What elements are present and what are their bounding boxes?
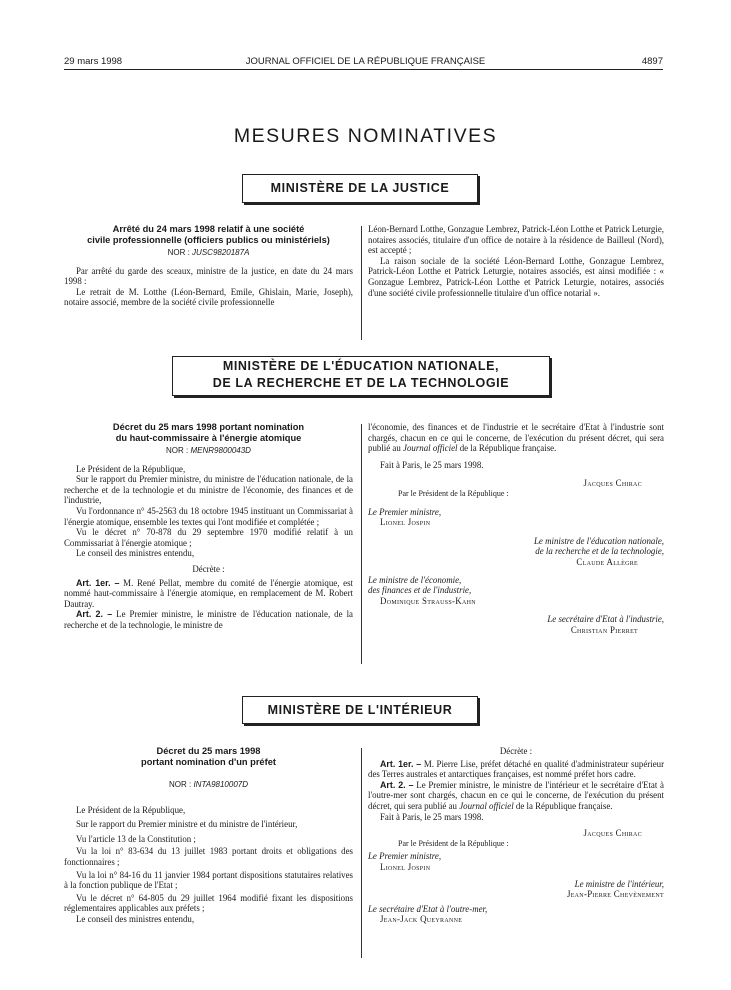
header-date: 29 mars 1998 bbox=[64, 56, 123, 67]
education-execution-clause bbox=[368, 422, 664, 454]
article-label: Art. 2. – bbox=[76, 609, 113, 620]
page-title: MESURES NOMINATIVES bbox=[233, 125, 498, 147]
interieur-pm-title: Le Premier ministre, bbox=[368, 851, 442, 862]
interieur-par-le-president: Par le Président de la République : bbox=[398, 838, 509, 848]
article-label: Art. 1er. – bbox=[380, 758, 422, 769]
interieur-line-7: Le conseil des ministres entendu, bbox=[76, 913, 195, 924]
education-minister-1-title-2: de la recherche et de la technologie, bbox=[535, 546, 664, 557]
justice-nor bbox=[64, 248, 353, 259]
journal-officiel-ref: Journal officiel bbox=[403, 443, 458, 454]
education-minister-3-title: Le secrétaire d'Etat à l'industrie, bbox=[547, 614, 664, 625]
interieur-line-1: Le Président de la République, bbox=[76, 804, 186, 815]
education-line-4: Vu le décret n° 70-878 du 29 septembre 1970 modifié relatif à un Commissariat à l'énergie atomique ; bbox=[64, 527, 353, 548]
interieur-article-1 bbox=[368, 759, 664, 780]
justice-heading-1: Arrêté du 24 mars 1998 relatif à une société bbox=[112, 224, 305, 234]
header-journal-title: JOURNAL OFFICIEL DE LA RÉPUBLIQUE FRANÇAISE bbox=[245, 56, 486, 67]
education-minister-2-name: Dominique Strauss-Kahn bbox=[380, 595, 476, 606]
section-title-education-2: DE LA RECHERCHE ET DE LA TECHNOLOGIE bbox=[212, 376, 510, 390]
article-text: Le Premier ministre, le ministre de l'intérieur et le secrétaire d'Etat à l'outre-mer sont chargés, chacun en ce qui le concerne, de l'exécution du présent décret, qui sera publié au bbox=[368, 779, 664, 811]
justice-left-column bbox=[64, 224, 353, 308]
education-line-1: Le Président de la République, bbox=[76, 463, 186, 474]
clause-end: de la République française. bbox=[459, 443, 557, 454]
education-minister-2-title-2: des finances et de l'industrie, bbox=[368, 585, 472, 596]
interieur-line-5: Vu la loi n° 84-16 du 11 janvier 1984 portant dispositions statutaires relatives à la fonction publique de l'Etat ; bbox=[64, 869, 353, 891]
education-nor bbox=[64, 446, 353, 457]
interieur-minister-2-name: Jean-Jack Queyranne bbox=[380, 914, 463, 925]
interieur-heading-2: portant nomination d'un préfet bbox=[141, 757, 276, 767]
justice-heading-2: civile professionnelle (officiers publics ou ministériels) bbox=[87, 235, 330, 245]
article-label: Art. 2. – bbox=[380, 779, 414, 790]
education-right-column bbox=[368, 422, 664, 636]
education-minister-3-name: Christian Pierret bbox=[570, 624, 638, 635]
header-page-number: 4897 bbox=[641, 56, 663, 67]
section-title-education-1: MINISTÈRE DE L'ÉDUCATION NATIONALE, bbox=[222, 359, 500, 373]
section-title-justice: MINISTÈRE DE LA JUSTICE bbox=[270, 181, 450, 195]
section-title-interieur: MINISTÈRE DE L'INTÉRIEUR bbox=[267, 703, 453, 717]
interieur-line-2: Sur le rapport du Premier ministre et du ministre de l'intérieur, bbox=[76, 819, 298, 830]
justice-right-column bbox=[368, 224, 664, 298]
interieur-minister-1-name: Jean-Pierre Chevènement bbox=[566, 889, 664, 900]
education-line-2: Sur le rapport du Premier ministre, du ministre de l'éducation nationale, de la recherche et de la technologie et du ministre de l'économie, des finances et de l'industrie, bbox=[64, 474, 353, 506]
education-article-2 bbox=[64, 609, 353, 630]
column-divider bbox=[361, 226, 362, 340]
education-heading-1: Décret du 25 mars 1998 portant nomination bbox=[112, 422, 305, 432]
interieur-minister-1-title: Le ministre de l'intérieur, bbox=[574, 878, 664, 889]
education-left-column bbox=[64, 422, 353, 631]
interieur-nor bbox=[64, 780, 353, 791]
education-line-3: Vu l'ordonnance n° 45-2563 du 18 octobre 1945 instituant un Commissariat à l'énergie atomique, ensemble les textes qui l'ont modifiée et complétée ; bbox=[64, 505, 353, 527]
header-rule bbox=[64, 69, 663, 70]
education-fait: Fait à Paris, le 25 mars 1998. bbox=[380, 459, 484, 470]
column-divider bbox=[361, 424, 362, 664]
interieur-article-2 bbox=[368, 780, 664, 812]
interieur-line-4: Vu la loi n° 83-634 du 13 juillet 1983 portant droits et obligations des fonctionnaires ; bbox=[64, 846, 353, 867]
education-signature-president: Jacques Chirac bbox=[583, 478, 642, 489]
nor-code: INTA9810007D bbox=[193, 780, 249, 789]
education-line-5: Le conseil des ministres entendu, bbox=[76, 548, 195, 559]
interieur-heading-1: Décret du 25 mars 1998 bbox=[156, 746, 261, 756]
education-pm-title: Le Premier ministre, bbox=[368, 506, 442, 517]
education-minister-1-name: Claude Allègre bbox=[576, 556, 638, 567]
interieur-line-6: Vu le décret n° 64-805 du 29 juillet 1964 modifié fixant les dispositions réglementaires applicables aux préfets ; bbox=[64, 892, 353, 914]
interieur-fait: Fait à Paris, le 25 mars 1998. bbox=[380, 811, 484, 822]
nor-label: NOR : bbox=[167, 248, 190, 257]
clause-text: l'économie, des finances et de l'industrie et le secrétaire d'Etat à l'industrie sont chargés, chacun en ce qui le concerne, de l'exécution du présent décret, qui sera publié au bbox=[368, 422, 664, 454]
interieur-line-3: Vu l'article 13 de la Constitution ; bbox=[76, 833, 196, 844]
nor-label: NOR : bbox=[168, 780, 192, 789]
justice-para-1: Par arrêté du garde des sceaux, ministre de la justice, en date du 24 mars 1998 : bbox=[64, 265, 353, 287]
education-par-le-president: Par le Président de la République : bbox=[398, 488, 509, 498]
article-label: Art. 1er. – bbox=[76, 577, 120, 588]
nor-label: NOR : bbox=[166, 446, 189, 455]
education-minister-2-title-1: Le ministre de l'économie, bbox=[368, 574, 462, 585]
education-pm-name: Lionel Jospin bbox=[380, 517, 431, 528]
interieur-minister-2-title: Le secrétaire d'Etat à l'outre-mer, bbox=[368, 903, 488, 914]
education-minister-1-title-1: Le ministre de l'éducation nationale, bbox=[534, 535, 664, 546]
interieur-left-column bbox=[64, 746, 353, 925]
article-text: M. Pierre Lise, préfet détaché en qualité d'administrateur supérieur des Terres australes et antarctiques françaises, est nommé préfet hors cadre. bbox=[368, 758, 665, 780]
section-box-interieur bbox=[242, 696, 478, 724]
article-text: Le Premier ministre, le ministre de l'éducation nationale, de la recherche et de la technologie, le ministre de bbox=[64, 609, 353, 630]
education-heading-2: du haut-commissaire à l'énergie atomique bbox=[115, 433, 302, 443]
education-decrete: Décrète : bbox=[192, 563, 225, 574]
interieur-right-column bbox=[368, 746, 664, 925]
education-article-1 bbox=[64, 578, 353, 610]
column-divider bbox=[361, 748, 362, 958]
clause-end: de la République française. bbox=[515, 800, 613, 811]
interieur-pm-name: Lionel Jospin bbox=[380, 861, 431, 872]
nor-code: JUSC9820187A bbox=[192, 248, 250, 257]
justice-para-3: Léon-Bernard Lotthe, Gonzague Lembrez, Patrick-Léon Lotthe et Patrick Leturgie, notaires associés, titulaire d'un office de notaire à la résidence de Bailleul (Nord), est accepté ; bbox=[368, 224, 664, 256]
justice-para-2: Le retrait de M. Lotthe (Léon-Bernard, Emile, Ghislain, Marie, Joseph), notaire associé, membre de la société civile professionnelle bbox=[64, 286, 353, 308]
journal-officiel-ref: Journal officiel bbox=[459, 800, 514, 811]
interieur-signature-president: Jacques Chirac bbox=[583, 828, 642, 839]
justice-para-4: La raison sociale de la société Léon-Bernard Lotthe, Gonzague Lembrez, Patrick-Léon Lotthe et Patrick Leturgie, notaires associés, est ainsi modifiée : « Gonzague Lembrez, Patrick-Léon Lotthe et Patrick Leturgie, notaires, associés d'une société civile professionnelle titulaire d'un office notarial ». bbox=[368, 255, 664, 298]
nor-code: MENR9800043D bbox=[190, 446, 251, 455]
interieur-decrete: Décrète : bbox=[499, 746, 533, 756]
article-text: M. René Pellat, membre du comité de l'énergie atomique, est nommé haut-commissaire à l'énergie atomique, en remplacement de M. Robert Dautray. bbox=[64, 577, 353, 609]
section-box-justice bbox=[242, 174, 478, 203]
section-box-education bbox=[172, 356, 550, 396]
